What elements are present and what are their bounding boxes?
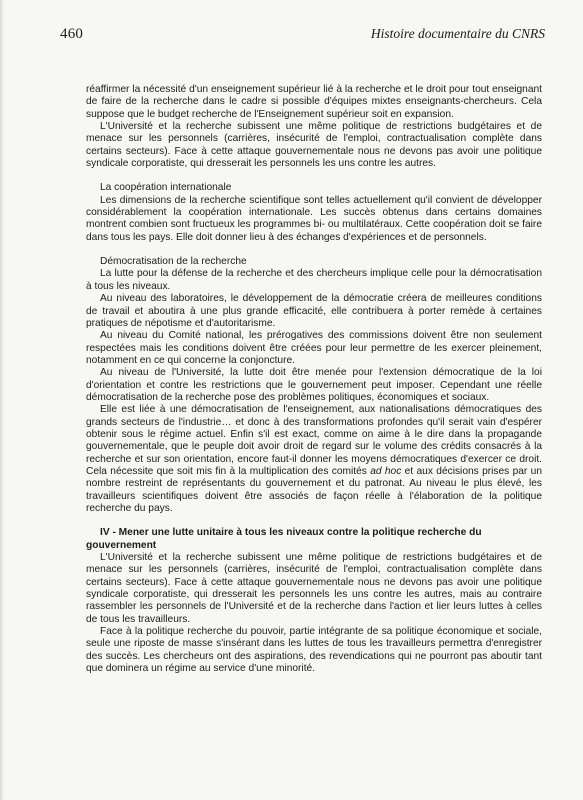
paragraph-cooperation: Les dimensions de la recherche scientifique sont telles actuellement qu'il convient de développer considérablement la coopération internationale. Les succès obtenus dans certains domaines montrent combien sont fructueux les programmes bi- ou multilatéraux. Cette coopération doit se faire dans tous les pays. Elle doit donner lieu à des échanges d'expériences et de personnels. xyxy=(86,194,542,243)
paragraph-text-part: Elle est liée à une démocratisation de l'enseignement, aux nationalisations démocratiques des grands secteurs de l'industrie… et donc à des transformations profondes qu'il serait vain d'espérer obtenir sous le régime actuel. Enfin s'il est exact, comme on aime à le dire dans la propagande gouvernementale, que le peuple doit avoir droit de regard sur le volume des crédits consacrés à la recherche et sur son orientation, encore faut-il donner les moyens démocratiques d'exercer ce droit. Cela nécessite que soit mis fin à la multiplication des comités xyxy=(86,404,542,477)
paragraph-gap xyxy=(86,244,542,256)
paragraph-universite-restrictions: L'Université et la recherche subissent une même politique de restrictions budgétaires et de menace sur les personnels (carrières, insécurité de l'emploi, contractualisation complète dans certains secteurs). Face à cette attaque gouvernementale nous ne devons pas avoir une politique syndicale corporatiste, qui dresserait les personnels les uns contre les autres. xyxy=(86,121,542,170)
paragraph-riposte-de-masse: Face à la politique recherche du pouvoir, partie intégrante de sa politique économique et sociale, seule une riposte de masse s'insérant dans les luttes de tous les travailleurs permettra d'enregistrer des succès. Les chercheurs ont des aspirations, des revendications qui ne pourront pas aboutir tant que dominera un régime au service d'une minorité. xyxy=(86,626,542,675)
paragraph-universite-loi: Au niveau de l'Université, la lutte doit être menée pour l'extension démocratique de la loi d'orientation et contre les restrictions que le gouvernement peut imposer. Cependant une réelle démocratisation de la recherche pose des problèmes politiques, économiques et sociaux. xyxy=(86,367,542,403)
paragraph-laboratoires: Au niveau des laboratoires, le développement de la démocratie créera de meilleures conditions de travail et aboutira à une plus grande efficacité, elle contribuera à porter remède à certaines pratiques de népotisme et d'autoritarisme. xyxy=(86,293,542,329)
book-title: Histoire documentaire du CNRS xyxy=(370,26,545,41)
italic-term: ad hoc xyxy=(370,465,402,477)
section-heading-iv-continuation: gouvernement xyxy=(86,539,157,551)
section-heading-democratisation: Démocratisation de la recherche xyxy=(100,256,247,268)
body-text xyxy=(86,84,542,675)
paragraph-text-part: et aux décisions prises par un nombre restreint de représentants du gouvernement et du patronat. Au niveau le plus élevé, les travailleurs scientifiques doivent être associés de façon réelle à l'élaboration de la politique recherche du pays. xyxy=(86,465,543,514)
paragraph-continuation: réaffirmer la nécessité d'un enseignement supérieur lié à la recherche et le droit pour tout enseignant de faire de la recherche dans le cadre si possible d'équipes mixtes enseignants-chercheurs. Cela suppose que le budget recherche de l'Enseignement supérieur soit en expansion. xyxy=(86,84,542,120)
section-heading-cooperation: La coopération internationale xyxy=(100,182,232,194)
running-header xyxy=(60,26,545,44)
page-number: 460 xyxy=(60,26,84,42)
paragraph-comite-national: Au niveau du Comité national, les prérogatives des commissions doivent être non seulement respectées mais les conditions doivent être créées pour leur permettre de les exercer pleinement, notamment en ce qui concerne la conjoncture. xyxy=(86,330,542,366)
paragraph-lutte-democratisation: La lutte pour la défense de la recherche et des chercheurs implique celle pour la démocratisation à tous les niveaux. xyxy=(86,268,542,292)
scan-edge-shadow xyxy=(0,0,4,800)
paragraph-democratisation-enseignement xyxy=(86,404,542,515)
paragraph-gap xyxy=(86,170,542,182)
paragraph-gap xyxy=(86,515,542,527)
section-heading-iv: IV - Mener une lutte unitaire à tous les niveaux contre la politique recherche du xyxy=(100,527,482,539)
paragraph-rassembler-personnels: L'Université et la recherche subissent une même politique de restrictions budgétaires et de menace sur les personnels (carrières, insécurité de l'emploi, contractualisation complète dans certains secteurs). Face à cette attaque gouvernementale nous ne devons pas avoir une politique syndicale corporatiste, qui dresserait les personnels les uns contre les autres, mais au contraire rassembler les personnels de l'Université et de la recherche dans l'action et lier leurs luttes à celles de tous les travailleurs. xyxy=(86,552,542,625)
